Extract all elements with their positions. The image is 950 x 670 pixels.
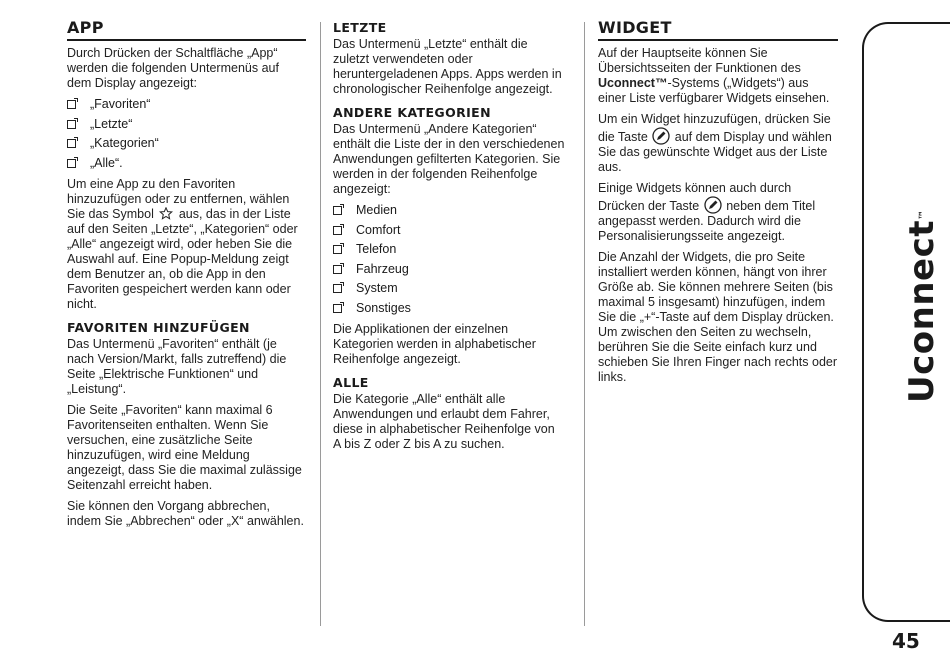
checkbox-bullet-icon <box>333 206 342 215</box>
checkbox-bullet-icon <box>333 304 342 313</box>
heading-app: APP <box>67 18 306 41</box>
checkbox-bullet-icon <box>333 226 342 235</box>
favadd-paragraph-3: Sie können den Vorgang abbrechen, indem Sie „Abbrechen“ oder „X“ anwählen. <box>67 498 304 528</box>
list-item: Telefon <box>333 242 565 257</box>
column-widget <box>598 18 838 391</box>
uconnect-brand: Uconnect™ <box>598 76 668 90</box>
heading-widget: WIDGET <box>598 18 838 41</box>
list-item: „Kategorien“ <box>67 136 306 151</box>
checkbox-bullet-icon <box>333 284 342 293</box>
widget-paragraph-3: Einige Widgets können auch durch Drücken der Taste neben dem Titel angepasst werden. Dadurch wird die Personalisierungsseite angezeigt. <box>598 181 816 243</box>
widget-paragraph-4: Die Anzahl der Widgets, die pro Seite installiert werden können, hängt von ihrer Größe ab. Sie können mehrere Seiten (bis maximal 5 insgesamt) hinzufügen, indem Sie die „+“-Taste auf dem Display drücken. Um zwischen den Seiten zu wechseln, berühren Sie die Seite einfach kurz und schieben Sie Ihren Finger nach rechts oder links. <box>598 250 838 384</box>
column-divider <box>320 22 321 626</box>
app-intro: Durch Drücken der Schaltfläche „App“ werden die folgenden Untermenüs auf dem Display angezeigt: <box>67 46 279 90</box>
letzte-paragraph: Das Untermenü „Letzte“ enthält die zuletzt verwendeten oder heruntergeladenen Apps. Apps werden in chronologischer Reihenfolge angezeigt. <box>333 37 562 96</box>
star-outline-icon <box>159 207 173 220</box>
list-item: „Favoriten“ <box>67 97 306 112</box>
column-app <box>67 18 306 535</box>
heading-alle: ALLE <box>333 374 369 390</box>
list-item: Sonstiges <box>333 301 565 316</box>
list-item: Medien <box>333 203 565 218</box>
andere-paragraph-2: Die Applikationen der einzelnen Kategorien werden in alphabetischer Reihenfolge angezeigt. <box>333 321 536 366</box>
list-item: Comfort <box>333 223 565 238</box>
list-item: „Alle“. <box>67 156 306 171</box>
alle-paragraph: Die Kategorie „Alle“ enthält alle Anwendungen und erlaubt dem Fahrer, diese in alphabetischer Reihenfolge von A bis Z oder Z bis A zu suchen. <box>333 391 555 451</box>
app-submenu-list <box>67 97 306 171</box>
heading-andere-kategorien: ANDERE KATEGORIEN <box>333 105 491 120</box>
list-item: „Letzte“ <box>67 117 306 132</box>
heading-letzte: LETZTE <box>333 20 387 35</box>
checkbox-bullet-icon <box>67 159 76 168</box>
favorite-instructions: Um eine App zu den Favoriten hinzuzufügen oder zu entfernen, wählen Sie das Symbol aus, das in der Liste auf den Seiten „Letzte“, „Kategorien“ oder „Alle“ angezeigt wird, oder heben Sie die Auswahl auf. Eine Popup-Meldung zeigt dem Benutzer an, ob die App in den Favoriten gespeichert werden kann oder nicht. <box>67 176 298 311</box>
checkbox-bullet-icon <box>67 100 76 109</box>
checkbox-bullet-icon <box>333 265 342 274</box>
page-number: 45 <box>892 629 920 653</box>
widget-paragraph-1: Auf der Hauptseite können Sie Übersichtsseiten der Funktionen des Uconnect™-Systems („Widgets“) aus einer Liste verfügbarer Widgets einsehen. <box>598 46 830 105</box>
pencil-circle-icon <box>652 127 670 145</box>
widget-paragraph-2: Um ein Widget hinzuzufügen, drücken Sie die Taste auf dem Display und wählen Sie das gewünschte Widget aus der Liste aus. <box>598 112 832 174</box>
checkbox-bullet-icon <box>67 120 76 129</box>
favadd-paragraph-1: Das Untermenü „Favoriten“ enthält (je nach Version/Markt, falls zutreffend) die Seite „Elektrische Funktionen“ und „Leistung“. <box>67 336 287 396</box>
list-item: System <box>333 281 565 296</box>
checkbox-bullet-icon <box>333 245 342 254</box>
andere-paragraph: Das Untermenü „Andere Kategorien“ enthält die Liste der in den verschiedenen Anwendungen gefilterten Kategorien. Sie werden in der folgenden Reihenfolge angezeigt: <box>333 122 565 196</box>
list-item: Fahrzeug <box>333 262 565 277</box>
category-list <box>333 203 565 316</box>
checkbox-bullet-icon <box>67 139 76 148</box>
column-categories <box>333 18 565 458</box>
heading-favoriten-hinzufuegen: FAVORITEN HINZUFÜGEN <box>67 319 250 335</box>
favadd-paragraph-2: Die Seite „Favoriten“ kann maximal 6 Favoritenseiten enthalten. Wenn Sie versuchen, eine zusätzliche Seite hinzuzufügen, wird eine Meldung angezeigt, dass Sie die maximal zulässige Seitenzahl erreicht haben. <box>67 402 302 492</box>
section-tab-label: Uconnect™ <box>902 209 942 403</box>
column-divider <box>584 22 585 626</box>
pencil-circle-icon <box>704 196 722 214</box>
